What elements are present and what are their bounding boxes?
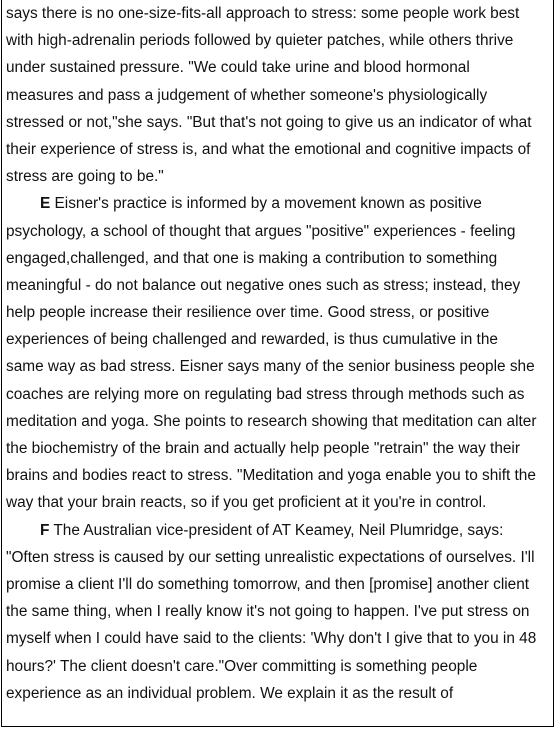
text-line: way that your brain reacts, so if you get proficient at it you're in control.: [6, 494, 487, 512]
text-line: under sustained pressure. "We could take urine and blood hormonal: [6, 59, 470, 77]
text-line: hours?' The client doesn't care."Over committing is something people: [6, 657, 478, 675]
text-line: experience as an individual problem. We explain it as the result of: [6, 684, 454, 702]
text-line: myself when I could have said to the clients: 'Why don't I give that to you in 48: [6, 630, 537, 648]
text-line: says there is no one-size-fits-all approach to stress: some people work best: [6, 5, 520, 22]
text-line: the biochemistry of the brain and actually help people "retrain" the way their: [6, 440, 520, 457]
text-line: stressed or not,"she says. "But that's not going to give us an indicator of what: [6, 113, 532, 131]
paragraph-f-lead: The Australian vice-president of AT Keamey, Neil Plumridge, says:: [49, 521, 504, 539]
text-line: same way as bad stress. Eisner says many of the senior business people she: [6, 358, 535, 376]
text-line: brains and bodies react to stress. "Meditation and yoga enable you to shift the: [6, 467, 536, 485]
text-line: coaches are relying more on regulating bad stress through methods such as: [6, 385, 525, 403]
text-line: psychology, a school of thought that argues "positive" experiences - feeling: [6, 222, 516, 240]
text-line: "Often stress is caused by our setting unrealistic expectations of ourselves. I'll: [6, 548, 535, 566]
text-line: promise a client I'll do something tomorrow, and then [promise] another client: [6, 575, 530, 593]
paragraph-marker-e: E: [40, 195, 51, 213]
text-line: stress are going to be.": [6, 168, 164, 186]
paragraph-marker-f: F: [40, 521, 50, 539]
paragraph-e-first-line: [6, 190, 549, 217]
text-line: meaningful - do not balance out negative ones such as stress; instead, they: [6, 276, 521, 294]
text-line: meditation and yoga. She points to research showing that meditation can alter: [6, 412, 537, 430]
paragraph-f-first-line: [6, 517, 549, 544]
text-line: experiences of being challenged and rewarded, is thus cumulative in the: [6, 331, 498, 349]
text-line: help people increase their resilience over time. Good stress, or positive: [6, 304, 490, 322]
text-line: measures and pass a judgement of whether someone's physiologically: [6, 86, 488, 104]
paragraph-e-lead: Eisner's practice is informed by a movement known as positive: [50, 195, 482, 213]
text-line: engaged,challenged, and that one is making a contribution to something: [6, 249, 498, 267]
text-line: with high-adrenalin periods followed by quieter patches, while others thrive: [6, 32, 514, 50]
document-page: [1, 0, 554, 727]
text-line: the same thing, when I really know it's not going to happen. I've put stress on: [6, 603, 530, 621]
text-line: their experience of stress is, and what the emotional and cognitive impacts of: [6, 140, 531, 158]
